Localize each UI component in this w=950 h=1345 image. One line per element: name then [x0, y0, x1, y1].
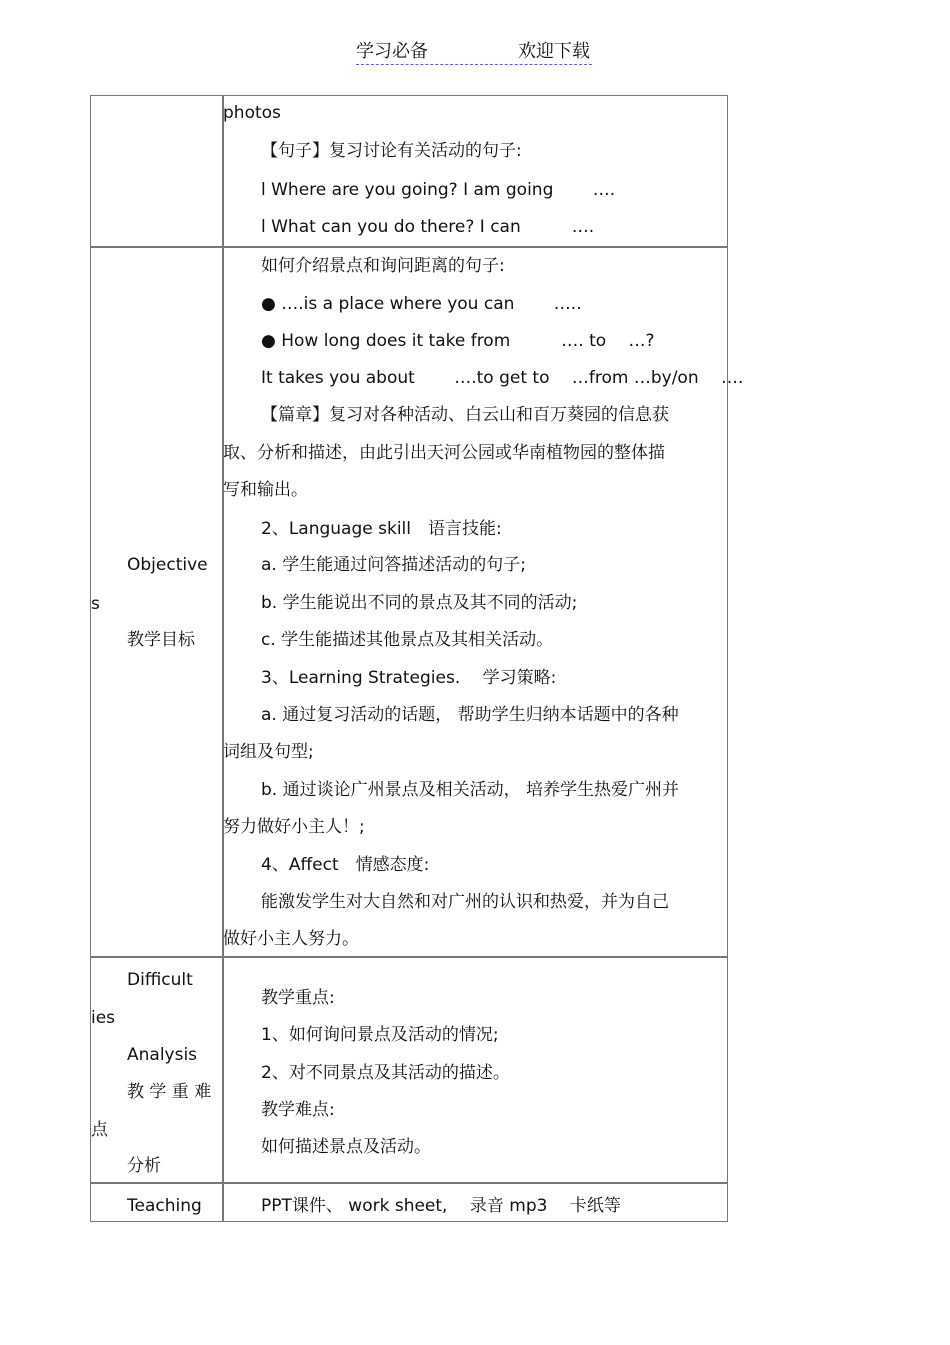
row-3-content-cell — [222, 1182, 728, 1222]
row-1-label-cell — [90, 246, 224, 958]
content-line: c. 学生能描述其他景点及其相关活动。 — [261, 630, 554, 650]
content-line: 【句子】复习讨论有关活动的句子: — [261, 141, 522, 161]
row-2-label-cell — [90, 956, 224, 1184]
content-line: It takes you about ….to get to …from …by/on …. — [261, 368, 744, 388]
content-line: 能激发学生对大自然和对广州的认识和热爱，并为自己 — [261, 892, 669, 912]
row-label-text: Difficult — [127, 970, 193, 990]
content-line: 教学难点: — [261, 1100, 335, 1120]
content-line: 写和输出。 — [223, 480, 308, 500]
content-line: 2、Language skill 语言技能: — [261, 519, 502, 539]
row-1-content-cell — [222, 246, 744, 958]
row-label-text: 教 学 重 难 — [127, 1082, 212, 1102]
header-right-text: 欢迎下载 — [518, 41, 590, 62]
content-line: PPT课件、 work sheet, 录音 mp3 卡纸等 — [261, 1196, 621, 1216]
row-label-text: Objective — [127, 555, 208, 575]
row-0-content-cell — [222, 95, 728, 248]
content-line: ● How long does it take from …. to …? — [261, 331, 655, 351]
row-label-text: 教学目标 — [127, 630, 195, 650]
content-line: ● ….is a place where you can ….. — [261, 294, 582, 314]
content-line: 1、如何询问景点及活动的情况; — [261, 1025, 499, 1045]
content-line: 2、对不同景点及其活动的描述。 — [261, 1063, 510, 1083]
row-label-text: 分析 — [127, 1156, 161, 1176]
row-label-text: 点 — [91, 1120, 108, 1140]
content-line: 如何描述景点及活动。 — [261, 1137, 431, 1157]
content-line: b. 学生能说出不同的景点及其不同的活动; — [261, 593, 578, 613]
row-3-label-cell — [90, 1182, 224, 1222]
content-line: l Where are you going? I am going …. — [261, 180, 616, 200]
row-label-text: ies — [91, 1008, 116, 1028]
row-0-label-cell — [90, 95, 224, 248]
content-line: 4、Affect 情感态度: — [261, 855, 430, 875]
content-line: 如何介绍景点和询问距离的句子: — [261, 256, 505, 276]
row-label-text: Teaching — [127, 1196, 202, 1216]
content-line: b. 通过谈论广州景点及相关活动， 培养学生热爱广州并 — [261, 780, 680, 800]
row-2-content-cell — [222, 956, 728, 1184]
page-header — [356, 40, 592, 65]
row-label-text: Analysis — [127, 1045, 198, 1065]
content-line: 努力做好小主人！; — [223, 817, 365, 837]
content-line: 3、Learning Strategies. 学习策略: — [261, 668, 557, 688]
content-line: photos — [223, 103, 281, 123]
content-line: 取、分析和描述，由此引出天河公园或华南植物园的整体描 — [223, 443, 665, 463]
row-label-text: s — [91, 594, 100, 614]
content-line: a. 通过复习活动的话题， 帮助学生归纳本话题中的各种 — [261, 705, 679, 725]
content-line: l What can you do there? I can …. — [261, 217, 595, 237]
header-left-text: 学习必备 — [356, 41, 428, 62]
content-line: 【篇章】复习对各种活动、白云山和百万葵园的信息获 — [261, 405, 669, 425]
content-line: 词组及句型; — [223, 742, 314, 762]
content-line: 教学重点: — [261, 988, 335, 1008]
content-line: 做好小主人努力。 — [223, 929, 359, 949]
content-line: a. 学生能通过问答描述活动的句子; — [261, 555, 526, 575]
